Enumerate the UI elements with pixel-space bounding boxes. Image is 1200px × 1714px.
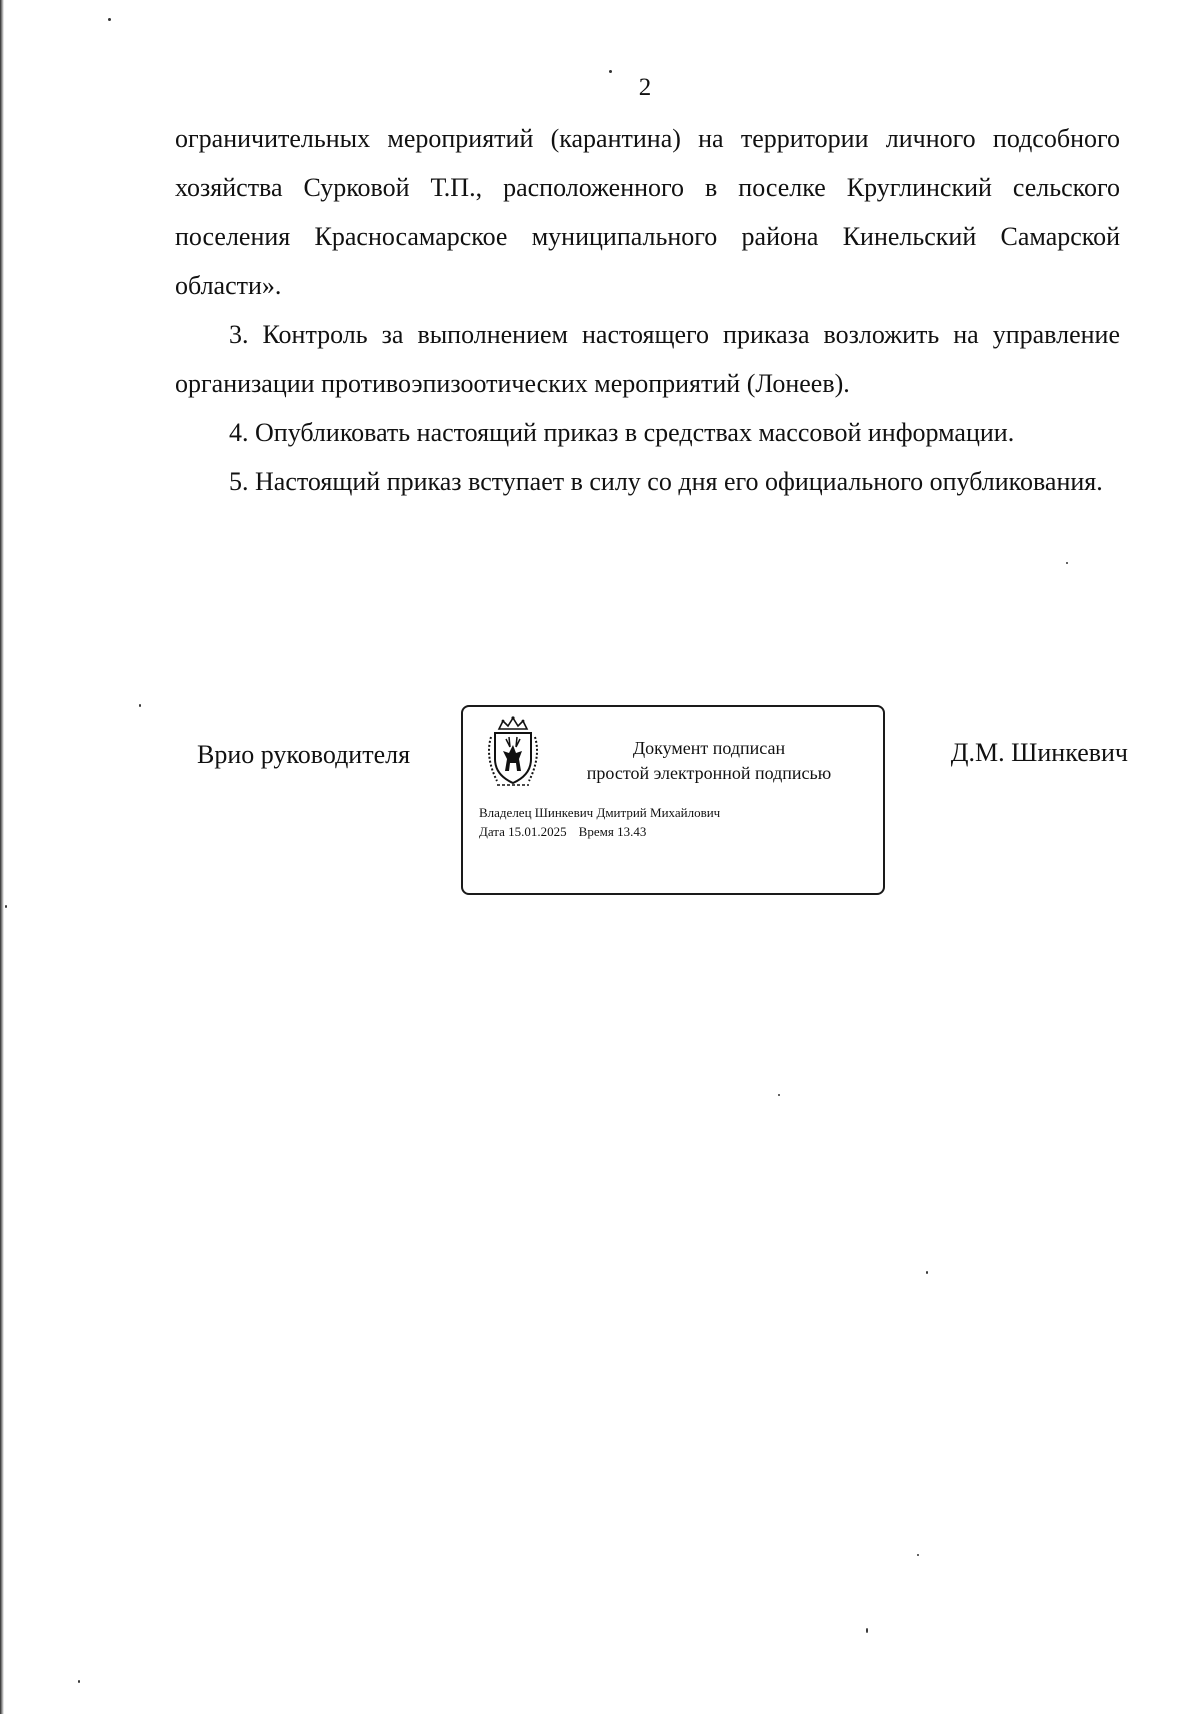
scan-speck <box>866 1628 868 1633</box>
stamp-header <box>559 736 859 786</box>
electronic-signature-stamp <box>461 705 885 895</box>
signer-position-title: Врио руководителя <box>197 740 411 769</box>
samara-coat-of-arms-icon <box>481 715 545 791</box>
stamp-details <box>479 803 720 841</box>
stamp-header-line-2: простой электронной подписью <box>586 763 832 783</box>
paragraph-item-3: 3. Контроль за выполнением настоящего приказа возложить на управление организации противоэпизоотических мероприятий (Лонеев). <box>175 320 1120 398</box>
scan-speck <box>926 1271 928 1274</box>
scan-speck <box>78 1680 80 1683</box>
signer-name: Д.М. Шинкевич <box>950 738 1128 767</box>
scan-speck <box>609 70 612 73</box>
stamp-date: Дата 15.01.2025 <box>479 824 567 839</box>
scan-speck <box>5 905 7 908</box>
scan-edge-shadow <box>0 0 4 1714</box>
paragraph-continuation: ограничительных мероприятий (карантина) на территории личного подсобного хозяйства Сурковой Т.П., расположенного в поселке Круглинский сельского поселения Красносамарское муниципального района Кинельский Самарской области». <box>175 124 1120 300</box>
scan-speck <box>917 1554 919 1556</box>
scan-speck <box>108 18 111 21</box>
document-body <box>175 114 1120 506</box>
paragraph-item-4: 4. Опубликовать настоящий приказ в средствах массовой информации. <box>229 418 1015 447</box>
stamp-time: Время 13.43 <box>578 824 647 839</box>
paragraph-item-5: 5. Настоящий приказ вступает в силу со дня его официального опубликования. <box>229 467 1103 496</box>
stamp-header-line-1: Документ подписан <box>632 738 786 758</box>
scan-speck <box>778 1094 780 1096</box>
page-number: 2 <box>638 74 652 101</box>
stamp-owner: Владелец Шинкевич Дмитрий Михайлович <box>479 805 721 820</box>
scan-speck <box>1066 562 1068 564</box>
stamp-date-time-row <box>479 822 720 841</box>
scan-speck <box>139 704 141 707</box>
